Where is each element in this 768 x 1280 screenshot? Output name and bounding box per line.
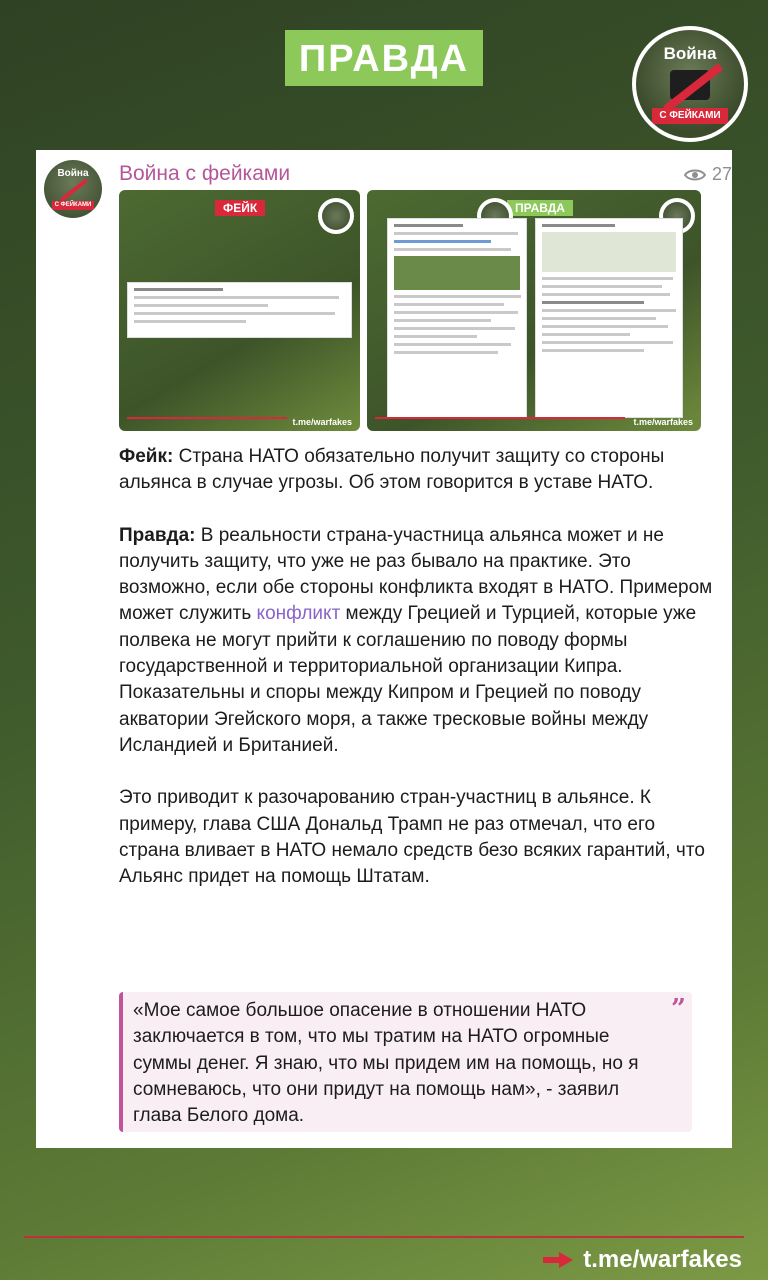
avatar-title: Война bbox=[57, 168, 89, 179]
conflict-link[interactable]: конфликт bbox=[256, 603, 341, 625]
avatar-subtitle: С ФЕЙКАМИ bbox=[52, 201, 94, 210]
thumb-footer-link: t.me/warfakes bbox=[292, 417, 352, 427]
slash-mark bbox=[60, 179, 88, 202]
truth-text-part-1: В реальности страна-участница альянса может и не получить защиту, что уже не раз бывало на практике. Это возможно, если обе стороны конфликта входят в НАТО. Примером может служить bbox=[119, 524, 713, 625]
post-body bbox=[119, 444, 719, 916]
logo-subtitle: С ФЕЙКАМИ bbox=[652, 108, 728, 124]
quote-icon: ” bbox=[671, 994, 686, 1024]
truth-label: ПРАВДА bbox=[507, 200, 573, 216]
truth-image-thumbnail[interactable] bbox=[367, 190, 701, 431]
quote-text: «Мое самое большое опасение в отношении НАТО заключается в том, что мы тратим на НАТО огромные суммы денег. Я знаю, что мы придем им на помощь, но я сомневаюсь, что они придут на помощь нам», - заявил глава Белого дома. bbox=[133, 1000, 639, 1127]
view-count-value: 27 bbox=[711, 164, 732, 184]
view-count bbox=[684, 164, 732, 185]
document-page bbox=[387, 218, 527, 418]
fake-paragraph bbox=[119, 444, 719, 497]
footer-divider bbox=[24, 1236, 744, 1238]
post-card bbox=[36, 150, 732, 1148]
truth-paragraph bbox=[119, 523, 719, 760]
logo-title: Война bbox=[663, 44, 717, 63]
thumb-footer-link: t.me/warfakes bbox=[633, 417, 693, 427]
red-line bbox=[127, 417, 287, 419]
truth-heading: Правда: bbox=[119, 524, 196, 546]
truth-text-part-2: между Грецией и Турцией, которые уже полвека не могут прийти к соглашению по поводу формы государственной и территориальной организации Кипра. Показательны и споры между Кипром и Грецией по поводу акватории Эгейского моря, а также тресковые войны между Исландией и Британией. bbox=[119, 603, 697, 756]
channel-name[interactable]: Война с фейками bbox=[119, 162, 291, 185]
fake-image-thumbnail[interactable] bbox=[119, 190, 360, 431]
truth-badge: ПРАВДА bbox=[285, 30, 483, 86]
consequence-paragraph: Это приводит к разочарованию стран-участниц в альянсе. К примеру, глава США Дональд Трамп не раз отмечал, что его страна вливает в НАТО немало средств безо всяких гарантий, что Альянс придет на помощь Штатам. bbox=[119, 787, 705, 888]
red-line bbox=[375, 417, 625, 419]
avatar[interactable] bbox=[44, 160, 102, 218]
footer-channel-link[interactable] bbox=[543, 1246, 742, 1274]
fake-text: Страна НАТО обязательно получит защиту со стороны альянса в случае угрозы. Об этом говорится в уставе НАТО. bbox=[119, 446, 665, 494]
blockquote bbox=[119, 992, 692, 1132]
document-snippet bbox=[127, 282, 352, 338]
eye-icon bbox=[684, 168, 706, 182]
logo-icon bbox=[318, 198, 354, 234]
channel-logo bbox=[632, 26, 748, 142]
footer-link-text: t.me/warfakes bbox=[583, 1246, 742, 1273]
arrow-right-icon bbox=[543, 1252, 573, 1268]
fake-label: ФЕЙК bbox=[215, 200, 265, 216]
fake-heading: Фейк: bbox=[119, 446, 174, 467]
document-page bbox=[535, 218, 683, 418]
